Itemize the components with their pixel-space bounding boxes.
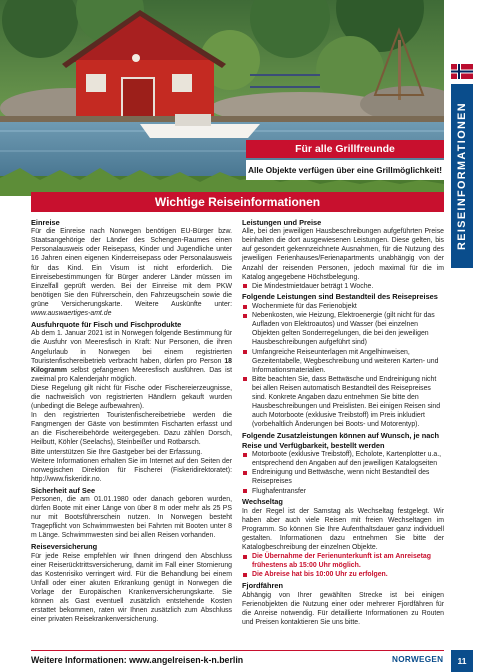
list-item: Motorboote (exklusive Treibstoff), Echolote, Kartenplotter u.a., entsprechend den Angaben auf den jeweiligen Katalogseiten [242, 450, 444, 468]
list-item: Die Mindestmietdauer beträgt 1 Woche. [242, 282, 444, 291]
leistungen-list [242, 282, 444, 291]
left-column [31, 216, 232, 625]
ausfuhr-text-4: In den registrierten Touristenfischereibetriebe werden die Fangmengen der Gäste von bestimmten Fischarten erfasst und an die Fischereibehörde weitergegeben. Dazu zählen Dorsch, Heilbutt, Köhler (Seelachs), Steinbeißer und Rotbarsch. [31, 412, 232, 447]
versicherung-title: Reiseversicherung [31, 542, 98, 552]
ausfuhr-text-5: Bitte unterstützen Sie Ihre Gastgeber bei der Erfassung. [31, 448, 203, 456]
wechsel-title: Wechseltag [242, 497, 283, 507]
list-item: Bitte beachten Sie, dass Bettwäsche und Endreinigung nicht bei allen Reisen automatisch Bestandteil des Reisepreises sind. Konkrete Angaben dazu entnehmen Sie bitte den Hausbeschreibungen und Preislisten. Bei einigen Reisen sind auch Motorboote (exklusive Treibstoff) im Preis inkludiert (vorbehaltlich Änderungen bei Boots- und Motorentyp). [242, 375, 444, 430]
leistungen-title: Leistungen und Preise [242, 217, 322, 227]
side-label-wrapper [451, 84, 473, 268]
einreise-text: Für die Einreise nach Norwegen benötigen EU-Bürger bzw. Staatsangehörige der Länder des Schengen-Raumes einen Personalausweis oder Reisepass, Kinder und Jugendliche unter 16 Jahren einen eigenen Kinderreisepass oder Personalausweis für das Kind. Ein Visum ist nicht erforderlich. Die Einreisebestimmungen für Bürger anderer Länder müssen im Einzelfall geprüft werden. Bei der Einreise mit dem PKW benötigen Sie den Führerschein, den Fahrzeugschein sowie die grüne Versicherungskarte. Weitere Auskünfte unter: www.auswaertiges-amt.de [31, 228, 232, 318]
list-item: Flughafentransfer [242, 487, 444, 496]
footer-info[interactable]: Weitere Informationen: www.angelreisen-k-n.berlin [31, 655, 244, 665]
ausfuhr-text-6: Weitere Informationen erhalten Sie im Internet auf den Seiten der norwegischen Direktion für Fischerei (Fiskeridirektoratet): http://www.fiskeridir.no. [31, 457, 232, 483]
list-item: Die Übernahme der Ferienunterkunft ist am Anreisetag frühestens ab 15:00 Uhr möglich. [242, 552, 444, 570]
page-number: 11 [451, 650, 473, 672]
list-item: Wochenmiete für das Ferienobjekt [242, 302, 444, 311]
einreise-title: Einreise [31, 217, 60, 227]
zusatz-title: Folgende Zusatzleistungen können auf Wunsch, je nach Reise und Verfügbarkeit, bestellt werden [242, 430, 439, 450]
folgende-list [242, 302, 444, 429]
einreise-link[interactable]: www.auswaertiges-amt.de [31, 310, 112, 318]
caption-text: Alle Objekte verfügen über eine Grillmöglichkeit! [246, 160, 444, 180]
right-column [242, 216, 444, 627]
leistungen-text: Alle, bei den jeweiligen Hausbeschreibungen aufgeführten Preise beinhalten die dort ausgewiesenen Leistungen. Diese gelten, bis auf gesondert gekennzeichnete Ausnahmen, für die Nutzung des jeweiligen Ferienhauses/Ferienapartments unabhängig von der Anzahl der reisenden Personen, jedoch maximal für die im Katalog angegebene Höchstbelegung. [242, 228, 444, 281]
versicherung-text: Für jede Reise empfehlen wir Ihnen dringend den Abschluss einer Reiserücktrittsversicherung, damit im Fall einer Stornierung das Kostenrisiko verringert wird. Für die Behandlung bei einem Unfall oder einer akuten Erkrankung genügt in Norwegen die Vorlage der Europäischen Krankenversicherungskarte. Sie können als Gast eventuell zusätzlich entstehende Kosten erstattet bekommen, raten wir Ihnen zusätzlich zum Abschluss einer privaten Reisekrankenversicherung. [31, 552, 232, 624]
ausfuhr-title: Ausfuhrquote für Fisch und Fischprodukte [31, 319, 182, 329]
sicherheit-text: Personen, die am 01.01.1980 oder danach geboren wurden, dürfen Boote mit einer Länge von über 8 m oder mehr als 25 PS nur mit Bootsführerschein nutzen. In Norwegen besteht Tragepflicht von Schwimmwesten bei Fahrten mit Booten unter 8 m Länge. Schwimmwesten sind bei allen Reisen vorhanden. [31, 496, 232, 540]
wechsel-list [242, 552, 444, 579]
fjord-text: Abhängig von Ihrer gewählten Strecke ist bei einigen Ferienobjekten die Nutzung einer oder mehrerer Fjordfähren für die Anreise notwendig. Für detaillierte Informationen zu Routen und Preisen kontaktieren Sie uns bitte. [242, 591, 444, 626]
norway-flag-icon [451, 64, 473, 79]
list-item: Nebenkosten, wie Heizung, Elektroenergie (gilt nicht für das Aufladen von Elektroautos) und Wasser (bei einzelnen Objekten gelten Sonderregelungen, die bei den jeweiligen Hausbeschreibungen aufgeführt sind) [242, 311, 444, 347]
ausfuhr-text-1: Ab dem 1. Januar 2021 ist in Norwegen folgende Bestimmung für die Ausfuhr von Meeresfisch in Kraft: Nur Personen, die ihren Angelurlaub in Norwegen bei einem registrierten Touristenfischereibetrieb verbracht haben, dürfen pro Person 18 Kilogramm selbst gefangenen Meeresfisch ausführen. Das ist zweimal pro Kalenderjahr möglich. [31, 330, 232, 383]
ausfuhr-text-3: Diese Regelung gilt nicht für Fische oder Fischereierzeugnisse, die nachweislich von registrierten Händlern gekauft wurden (unbedingt die Belege aufbewahren). [31, 384, 232, 411]
footer-divider [31, 650, 444, 651]
section-heading: Wichtige Reiseinformationen [31, 192, 444, 212]
footer-country: NORWEGEN [392, 655, 444, 664]
zusatz-list [242, 450, 444, 495]
fjord-title: Fjordfähren [242, 581, 284, 591]
list-item: Die Abreise hat bis 10:00 Uhr zu erfolgen. [242, 570, 444, 579]
wechsel-text: In der Regel ist der Samstag als Wechseltag festgelegt. Wir haben aber auch viele Reisen mit freien Wechseltagen im Programm. So können Sie Ihre Aufenthaltsdauer ganz individuell gestalten. Informationen dazu entnehmen Sie bitte der Katalogbeschreibung der einzelnen Objekte. [242, 507, 444, 552]
list-item: Endreinigung und Bettwäsche, wenn nicht Bestandteil des Reisepreises [242, 468, 444, 486]
list-item: Umfangreiche Reiseunterlagen mit Angelhinweisen, Gezeitentabelle, Wegbeschreibung und weiteren Karten- und Informationsmaterialien. [242, 348, 444, 375]
folgende-title: Folgende Leistungen sind Bestandteil des Reisepreises [242, 292, 438, 302]
caption-title: Für alle Grillfreunde [246, 140, 444, 158]
sicherheit-title: Sicherheit auf See [31, 485, 96, 495]
side-label: REISEINFORMATIONEN [456, 102, 468, 250]
